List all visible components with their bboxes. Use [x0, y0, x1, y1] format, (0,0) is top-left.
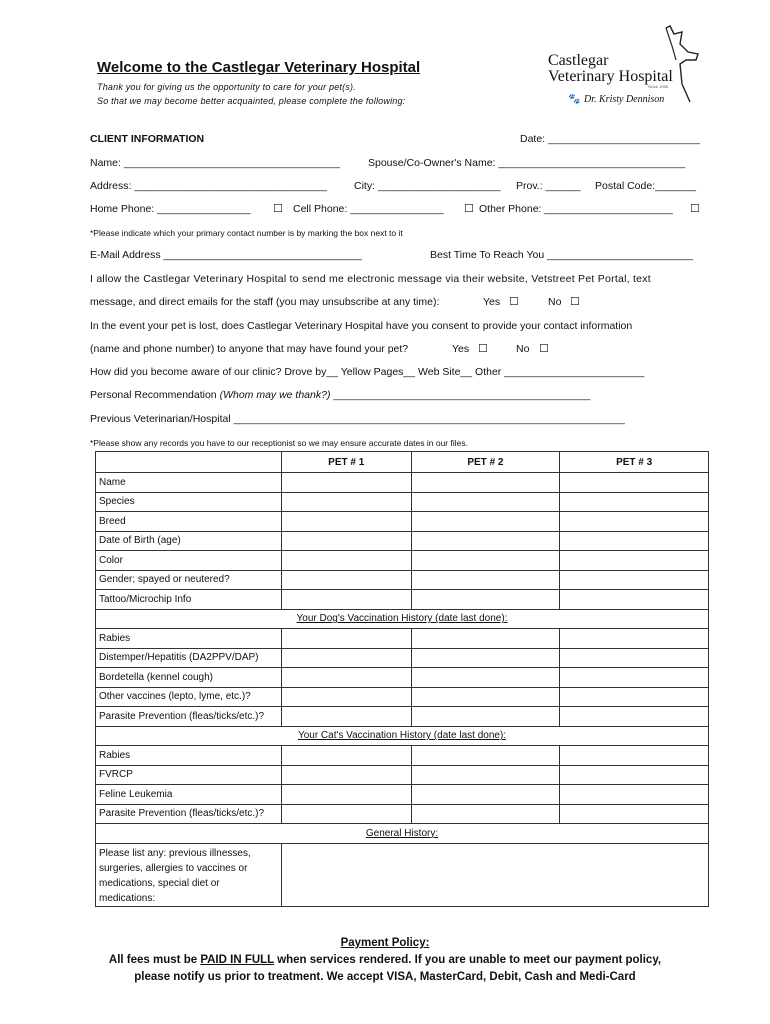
previous-vet-field[interactable]: Previous Veterinarian/Hospital ___________________________________________________________________ [90, 413, 625, 425]
spouse-field[interactable]: Spouse/Co-Owner's Name: ________________________________ [368, 157, 686, 169]
table-header-pet-2: PET # 2 [411, 452, 560, 473]
dog-vaccination-section [96, 609, 709, 629]
table-row [96, 531, 709, 551]
records-note: *Please show any records you have to our receptionist so we may ensure accurate dates in our files. [90, 438, 468, 448]
pet-1-cell[interactable] [281, 531, 411, 551]
row-label: Bordetella (kennel cough) [96, 668, 282, 688]
page-title: Welcome to the Castlegar Veterinary Hospital [97, 59, 421, 76]
name-field[interactable]: Name: _____________________________________ [90, 157, 340, 169]
pet-3-cell[interactable] [560, 551, 709, 571]
pet-3-cell[interactable] [560, 765, 709, 785]
client-info-heading: CLIENT INFORMATION [90, 133, 205, 145]
cell-phone-field[interactable]: Cell Phone: ________________ [293, 203, 444, 215]
date-field[interactable]: Date: __________________________ [520, 133, 700, 145]
general-history-section-heading: General History: [96, 824, 709, 844]
pet-2-cell[interactable] [411, 629, 560, 649]
row-label: Gender; spayed or neutered? [96, 570, 282, 590]
lost-pet-consent-line-1: In the event your pet is lost, does Castlegar Veterinary Hospital have you consent to provide your contact information [90, 320, 633, 332]
pet-1-cell[interactable] [281, 492, 411, 512]
pet-1-cell[interactable] [281, 629, 411, 649]
table-row [96, 551, 709, 571]
electronic-consent-yes: Yes [483, 296, 501, 308]
lost-pet-yes: Yes [452, 343, 470, 355]
row-label: Parasite Prevention (fleas/ticks/etc.)? [96, 804, 282, 824]
table-row [96, 590, 709, 610]
row-label: Color [96, 551, 282, 571]
cell-phone-checkbox[interactable]: ☐ [464, 203, 474, 215]
other-phone-field[interactable]: Other Phone: ______________________ [479, 203, 673, 215]
table-row [96, 512, 709, 532]
paw-icon: 🐾 [568, 94, 581, 105]
payment-policy-line-2: please notify us prior to treatment. We accept VISA, MasterCard, Debit, Cash and Medi-Card [134, 971, 636, 983]
electronic-consent-no: No [548, 296, 562, 308]
table-row [96, 785, 709, 805]
row-label: Feline Leukemia [96, 785, 282, 805]
pet-1-cell[interactable] [281, 473, 411, 493]
pet-1-cell[interactable] [281, 707, 411, 727]
pet-3-cell[interactable] [560, 473, 709, 493]
pet-2-cell[interactable] [411, 804, 560, 824]
pet-2-cell[interactable] [411, 512, 560, 532]
pet-2-cell[interactable] [411, 648, 560, 668]
table-row [96, 492, 709, 512]
pet-1-cell[interactable] [281, 785, 411, 805]
pet-1-cell[interactable] [281, 512, 411, 532]
table-header-pet-1: PET # 1 [281, 452, 411, 473]
table-row [96, 629, 709, 649]
pet-1-cell[interactable] [281, 668, 411, 688]
lost-pet-yes-checkbox[interactable]: ☐ [478, 343, 488, 355]
table-row [96, 473, 709, 493]
pet-2-cell[interactable] [411, 570, 560, 590]
row-label: Date of Birth (age) [96, 531, 282, 551]
personal-recommendation-field[interactable] [90, 389, 590, 401]
pet-3-cell[interactable] [560, 804, 709, 824]
table-row [96, 707, 709, 727]
logo-line-1: Castlegar [548, 52, 609, 69]
recommendation-blank: ____________________________________________ [333, 389, 591, 401]
table-header [96, 452, 282, 473]
pet-2-cell[interactable] [411, 707, 560, 727]
pet-2-cell[interactable] [411, 765, 560, 785]
electronic-consent-no-checkbox[interactable]: ☐ [570, 296, 580, 308]
table-header-row [96, 452, 709, 473]
pet-3-cell[interactable] [560, 687, 709, 707]
pet-2-cell[interactable] [411, 785, 560, 805]
row-label: Parasite Prevention (fleas/ticks/etc.)? [96, 707, 282, 727]
pet-3-cell[interactable] [560, 648, 709, 668]
general-history-section [96, 824, 709, 844]
pet-1-cell[interactable] [281, 687, 411, 707]
payment-text-a: All fees must be [108, 954, 201, 966]
pet-1-cell[interactable] [281, 765, 411, 785]
general-history-label: Please list any: previous illnesses, surgeries, allergies to vaccines or medications, special diet or medications: [96, 843, 282, 906]
table-row [96, 765, 709, 785]
cat-vaccination-section [96, 726, 709, 746]
pet-2-cell[interactable] [411, 531, 560, 551]
row-label: Species [96, 492, 282, 512]
email-field[interactable]: E-Mail Address __________________________________ [90, 249, 363, 261]
payment-text-c: when services rendered. If you are unable to meet our payment policy, [274, 954, 662, 966]
postal-code-field[interactable]: Postal Code:_______ [595, 180, 696, 192]
table-row [96, 746, 709, 766]
pet-2-cell[interactable] [411, 746, 560, 766]
pet-3-cell[interactable] [560, 629, 709, 649]
cat-vaccination-section-heading: Your Cat's Vaccination History (date last done): [96, 726, 709, 746]
pet-3-cell[interactable] [560, 707, 709, 727]
prov-field[interactable]: Prov.: ______ [516, 180, 581, 192]
home-phone-field[interactable]: Home Phone: ________________ [90, 203, 251, 215]
payment-policy-title: Payment Policy: [340, 937, 430, 949]
general-history-row [96, 843, 709, 906]
row-label: Tattoo/Microchip Info [96, 590, 282, 610]
pet-3-cell[interactable] [560, 590, 709, 610]
lost-pet-no-checkbox[interactable]: ☐ [539, 343, 549, 355]
pet-2-cell[interactable] [411, 492, 560, 512]
primary-contact-note: *Please indicate which your primary contact number is by marking the box next to it [90, 228, 403, 238]
home-phone-checkbox[interactable]: ☐ [273, 203, 283, 215]
recommendation-label: Personal Recommendation [90, 389, 217, 401]
electronic-consent-line-2: message, and direct emails for the staff (you may unsubscribe at any time): [90, 296, 440, 308]
paid-in-full: PAID IN FULL [200, 954, 274, 966]
electronic-consent-yes-checkbox[interactable]: ☐ [509, 296, 519, 308]
row-label: Distemper/Hepatitis (DA2PPV/DAP) [96, 648, 282, 668]
other-phone-checkbox[interactable]: ☐ [690, 203, 700, 215]
row-label: Name [96, 473, 282, 493]
table-row [96, 804, 709, 824]
pet-1-cell[interactable] [281, 551, 411, 571]
row-label: Rabies [96, 746, 282, 766]
best-time-field[interactable]: Best Time To Reach You _________________________ [430, 249, 694, 261]
intro-line-2: So that we may become better acquainted, please complete the following: [97, 96, 406, 106]
table-row [96, 648, 709, 668]
pet-3-cell[interactable] [560, 746, 709, 766]
pet-3-cell[interactable] [560, 512, 709, 532]
table-row [96, 570, 709, 590]
electronic-consent-line-1: I allow the Castlegar Veterinary Hospital to send me electronic message via their website, Vetstreet Pet Portal, text [90, 273, 651, 285]
table-header-pet-3: PET # 3 [560, 452, 709, 473]
dog-vaccination-section-heading: Your Dog's Vaccination History (date last done): [96, 609, 709, 629]
pet-3-cell[interactable] [560, 570, 709, 590]
table-row [96, 687, 709, 707]
pet-1-cell[interactable] [281, 804, 411, 824]
city-field[interactable]: City: _____________________ [354, 180, 501, 192]
pet-2-cell[interactable] [411, 473, 560, 493]
logo-tagline: Since 1965 [648, 84, 669, 89]
lost-pet-no: No [516, 343, 530, 355]
lost-pet-consent-line-2: (name and phone number) to anyone that may have found your pet? [90, 343, 409, 355]
pet-2-cell[interactable] [411, 551, 560, 571]
general-history-answer[interactable] [281, 843, 708, 906]
row-label: Other vaccines (lepto, lyme, etc.)? [96, 687, 282, 707]
pet-3-cell[interactable] [560, 531, 709, 551]
pet-3-cell[interactable] [560, 785, 709, 805]
recommendation-italic: (Whom may we thank?) [219, 389, 331, 401]
payment-policy-line-1 [0, 954, 770, 966]
row-label: FVRCP [96, 765, 282, 785]
table-row [96, 668, 709, 688]
pet-2-cell[interactable] [411, 687, 560, 707]
referral-source-field[interactable]: How did you become aware of our clinic? Drove by__ Yellow Pages__ Web Site__ Other ________________________ [90, 366, 645, 378]
doctor-name: Dr. Kristy Dennison [584, 94, 665, 105]
row-label: Breed [96, 512, 282, 532]
pet-3-cell[interactable] [560, 668, 709, 688]
logo-line-2: Veterinary Hospital [548, 68, 673, 85]
pet-info-table [95, 451, 709, 907]
pet-1-cell[interactable] [281, 648, 411, 668]
row-label: Rabies [96, 629, 282, 649]
pet-3-cell[interactable] [560, 492, 709, 512]
address-field[interactable]: Address: _________________________________ [90, 180, 328, 192]
hospital-logo [548, 24, 708, 116]
pet-1-cell[interactable] [281, 590, 411, 610]
pet-2-cell[interactable] [411, 590, 560, 610]
pet-1-cell[interactable] [281, 746, 411, 766]
intro-line-1: Thank you for giving us the opportunity to care for your pet(s). [97, 82, 356, 92]
pet-2-cell[interactable] [411, 668, 560, 688]
pet-1-cell[interactable] [281, 570, 411, 590]
